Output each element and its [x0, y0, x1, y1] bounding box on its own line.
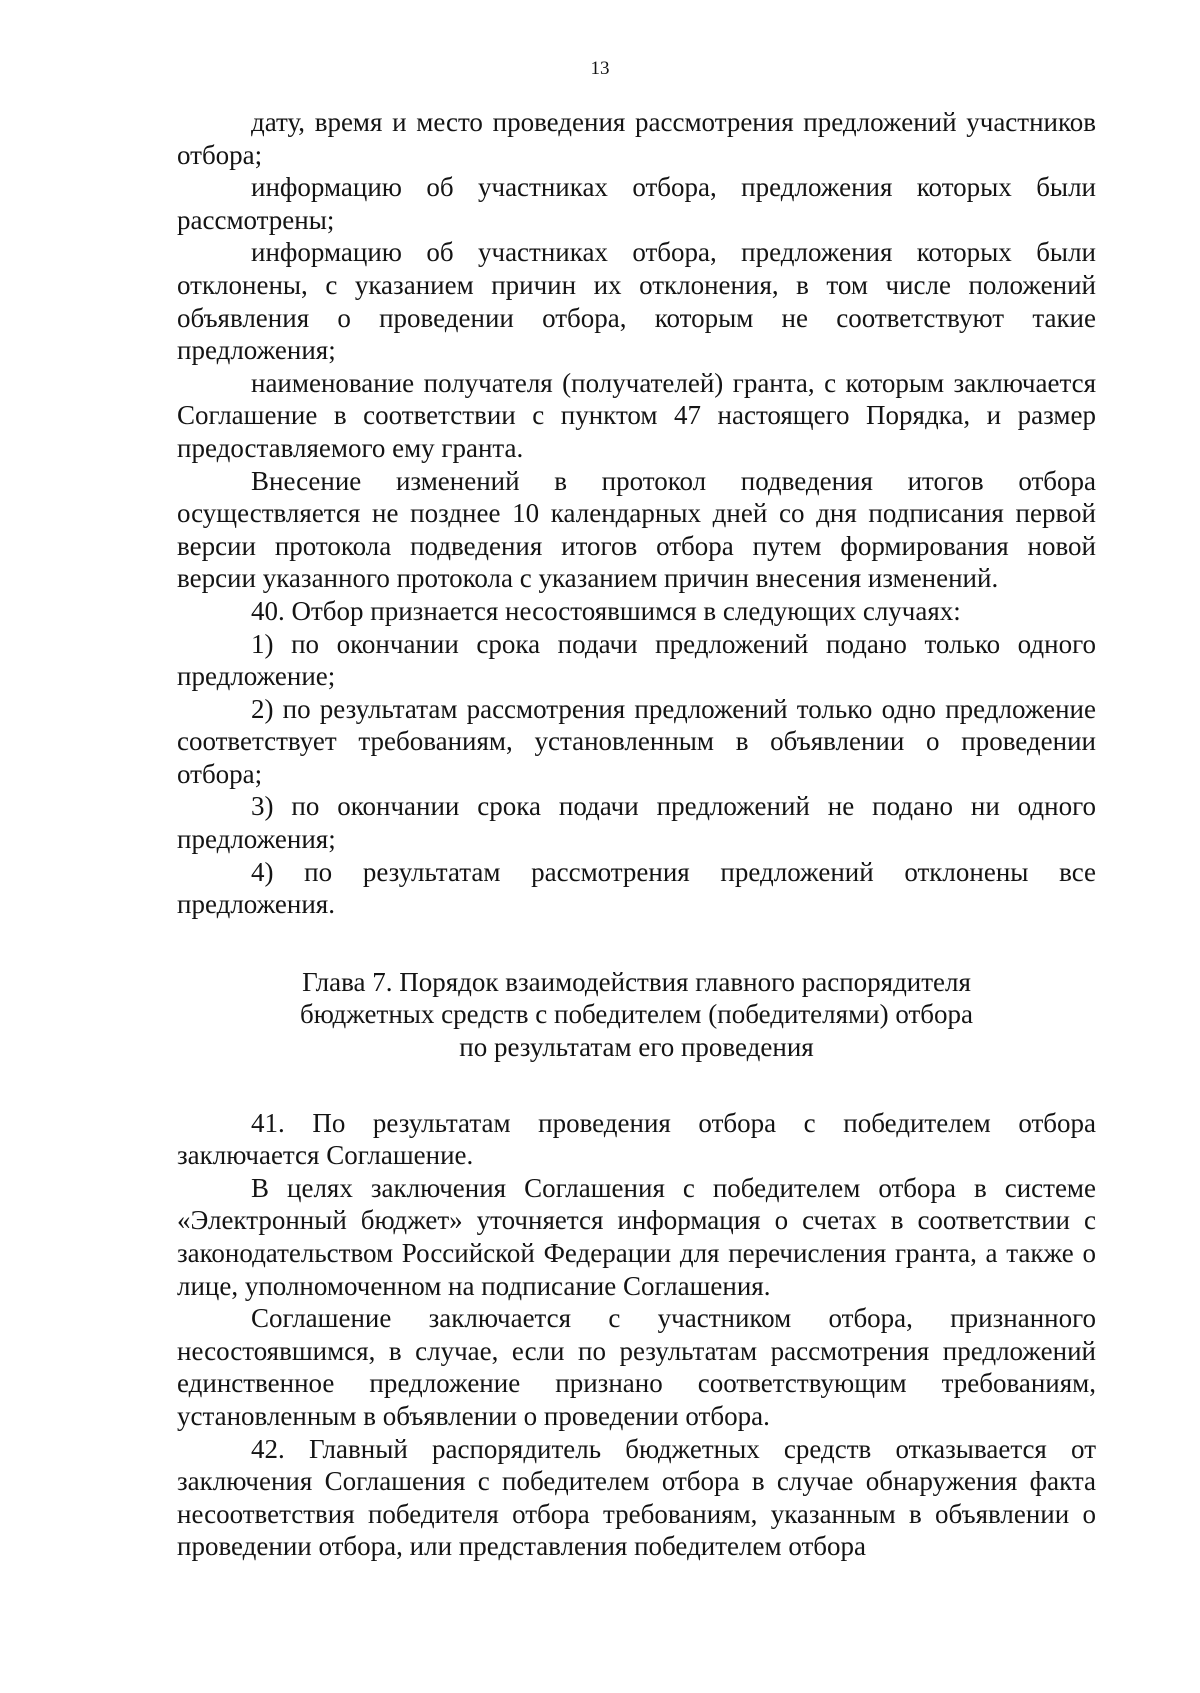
list-item: 2) по результатам рассмотрения предложений только одно предложение соответствует требованиям, установленным в объявлении о проведении отбора; — [177, 693, 1096, 789]
list-item: 1) по окончании срока подачи предложений подано только одного предложение; — [177, 628, 1096, 692]
paragraph-item-42: 42. Главный распорядитель бюджетных средств отказывается от заключения Соглашения с победителем отбора в случае обнаружения факта несоответствия победителя отбора требованиям, указанным в объявлении о проведении отбора, или представления победителем отбора — [177, 1433, 1096, 1562]
list-item: 3) по окончании срока подачи предложений не подано ни одного предложения; — [177, 791, 1096, 855]
paragraph: наименование получателя (получателей) гранта, с которым заключается Соглашение в соответствии с пунктом 47 настоящего Порядка, и размер предоставляемого ему гранта. — [177, 367, 1096, 463]
chapter-heading-line: бюджетных средств с победителем (победителями) отбора — [299, 999, 974, 1030]
paragraph: Соглашение заключается с участником отбора, признанного несостоявшимся, в случае, если по результатам рассмотрения предложений единственное предложение признано соответствующим требованиям, установленным в объявлении о проведении отбора. — [177, 1303, 1096, 1431]
chapter-heading-line: по результатам его проведения — [459, 1032, 814, 1063]
page-number: 13 — [590, 58, 610, 79]
paragraph-item-40: 40. Отбор признается несостоявшимся в следующих случаях: — [251, 595, 961, 626]
paragraph: Внесение изменений в протокол подведения итогов отбора осуществляется не позднее 10 календарных дней со дня подписания первой версии протокола подведения итогов отбора путем формирования новой версии указанного протокола с указанием причин внесения изменений. — [177, 465, 1096, 594]
chapter-heading — [177, 966, 1096, 1064]
paragraph: информацию об участниках отбора, предложения которых были отклонены, с указанием причин их отклонения, в том числе положений объявления о проведении отбора, которым не соответствуют такие предложения; — [177, 237, 1096, 366]
paragraph-item-41: 41. По результатам проведения отбора с победителем отбора заключается Соглашение. — [177, 1107, 1096, 1171]
list-item: 4) по результатам рассмотрения предложений отклонены все предложения. — [177, 856, 1096, 920]
paragraph: информацию об участниках отбора, предложения которых были рассмотрены; — [177, 172, 1096, 235]
paragraph: В целях заключения Соглашения с победителем отбора в системе «Электронный бюджет» уточняется информация о счетах в соответствии с законодательством Российской Федерации для перечисления гранта, а также о лице, уполномоченном на подписание Соглашения. — [177, 1172, 1096, 1301]
paragraph: дату, время и место проведения рассмотрения предложений участников отбора; — [177, 107, 1096, 170]
chapter-heading-line: Глава 7. Порядок взаимодействия главного распорядителя — [302, 966, 971, 997]
document-body — [177, 106, 1096, 1563]
